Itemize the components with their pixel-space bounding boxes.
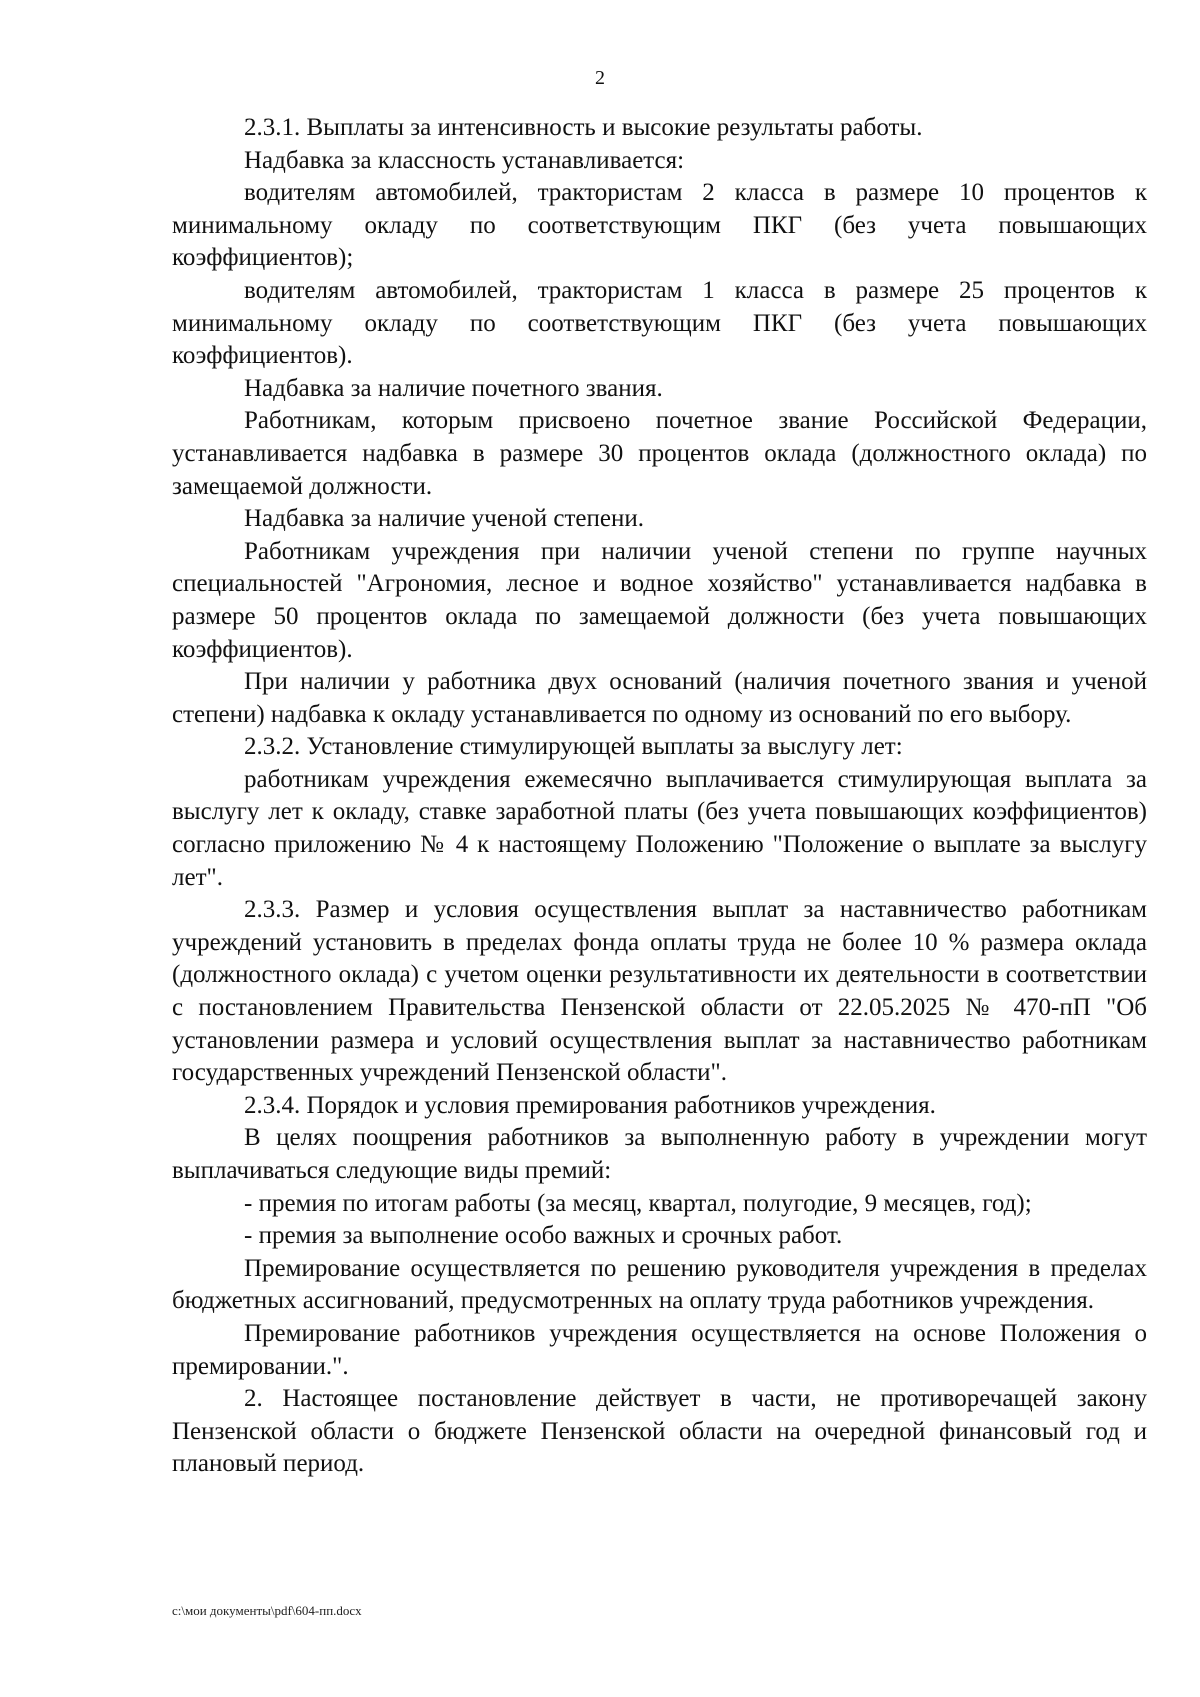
paragraph-academic-degree-details: Работникам учреждения при наличии ученой степени по группе научных специальностей "Агрономия, лесное и водное хозяйство" устанавливается надбавка в размере 50 процентов оклада по замещаемой должности (без учета повышающих коэффициентов). (172, 537, 1147, 663)
document-body (172, 112, 1147, 1481)
page-number: 2 (595, 67, 605, 89)
paragraph-2-3-2-heading: 2.3.2. Установление стимулирующей выплаты за выслугу лет: (244, 733, 903, 761)
paragraph-honorary-title-details: Работникам, которым присвоено почетное звание Российской Федерации, устанавливается надбавка в размере 30 процентов оклада (должностного оклада) по замещаемой должности. (172, 407, 1147, 500)
paragraph-seniority-payment: работникам учреждения ежемесячно выплачивается стимулирующая выплата за выслугу лет к окладу, ставке заработной платы (без учета повышающих коэффициентов) согласно приложению № 4 к настоящему Положению "Положение о выплате за выслугу лет". (172, 765, 1147, 891)
paragraph-academic-degree-bonus: Надбавка за наличие ученой степени. (244, 505, 644, 533)
paragraph-two-grounds: При наличии у работника двух оснований (наличия почетного звания и ученой степени) надбавка к окладу устанавливается по одному из оснований по его выбору. (172, 668, 1147, 728)
paragraph-class-2-drivers: водителям автомобилей, трактористам 2 класса в размере 10 процентов к минимальному окладу по соответствующим ПКГ (без учета повышающих коэффициентов); (172, 179, 1147, 272)
paragraph-class-1-drivers: водителям автомобилей, трактористам 1 класса в размере 25 процентов к минимальному окладу по соответствующим ПКГ (без учета повышающих коэффициентов). (172, 276, 1147, 370)
paragraph-resolution-validity: 2. Настоящее постановление действует в части, не противоречащей закону Пензенской области о бюджете Пензенской области на очередной финансовый год и плановый период. (172, 1385, 1147, 1478)
list-item-bonus-period: - премия по итогам работы (за месяц, квартал, полугодие, 9 месяцев, год); (244, 1189, 1032, 1217)
paragraph-2-3-3-mentoring: 2.3.3. Размер и условия осуществления выплат за наставничество работникам учреждений установить в пределах фонда оплаты труда не более 10 % размера оклада (должностного оклада) с учетом оценки результативности их деятельности в соответствии с постановлением Правительства Пензенской области от 22.05.2025 № 470-пП "Об установлении размера и условий осуществления выплат за наставничество работникам государственных учреждений Пензенской области". (172, 896, 1147, 1087)
list-item-bonus-urgent: - премия за выполнение особо важных и срочных работ. (244, 1222, 843, 1250)
paragraph-bonus-regulation: Премирование работников учреждения осуществляется на основе Положения о премировании.". (172, 1319, 1147, 1380)
paragraph-bonus-decision: Премирование осуществляется по решению руководителя учреждения в пределах бюджетных ассигнований, предусмотренных на оплату труда работников учреждения. (172, 1254, 1147, 1315)
paragraph-2-3-4-heading: 2.3.4. Порядок и условия премирования работников учреждения. (244, 1091, 936, 1119)
paragraph-class-bonus: Надбавка за классность устанавливается: (244, 146, 685, 174)
paragraph-bonus-types-intro: В целях поощрения работников за выполненную работу в учреждении могут выплачиваться следующие виды премий: (172, 1124, 1147, 1184)
paragraph-honorary-title-bonus: Надбавка за наличие почетного звания. (244, 374, 663, 402)
paragraph-2-3-1-heading: 2.3.1. Выплаты за интенсивность и высокие результаты работы. (244, 114, 923, 141)
footer-file-path: c:\мои документы\pdf\604-пп.docx (172, 1603, 362, 1618)
